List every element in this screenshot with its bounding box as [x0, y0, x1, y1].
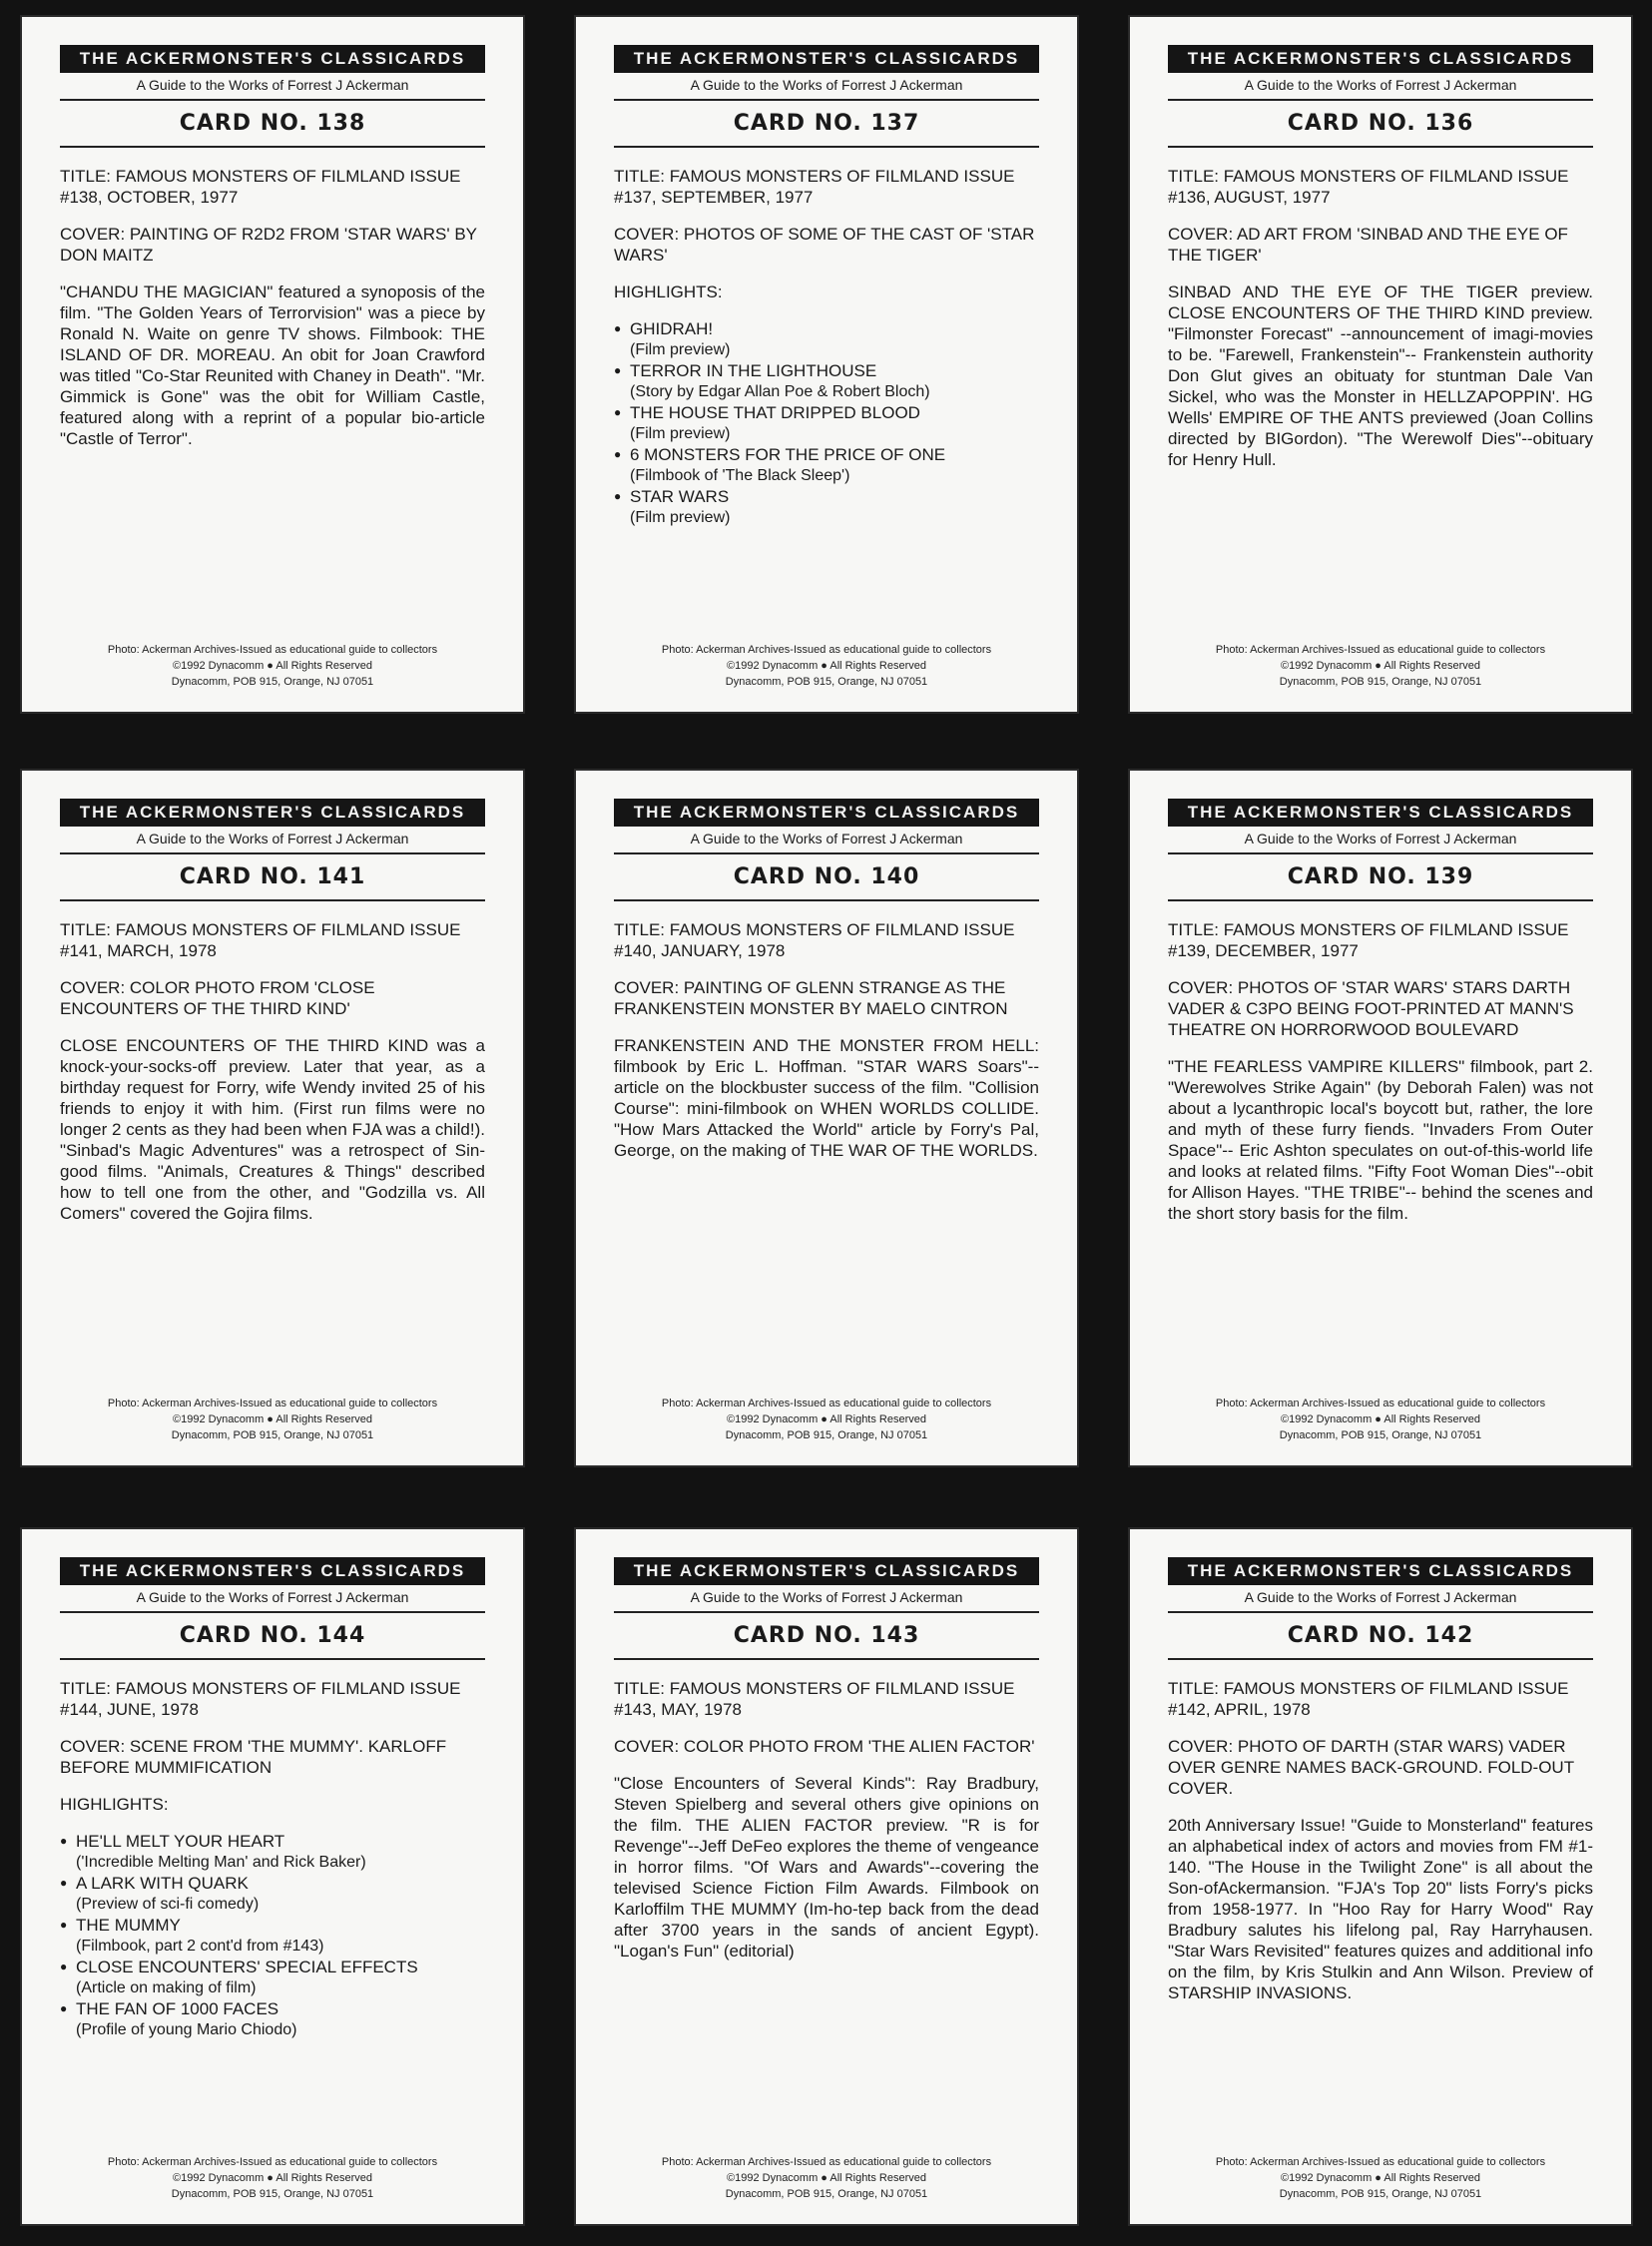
footer-photo-credit: Photo: Ackerman Archives-Issued as educational guide to collectors	[661, 2156, 992, 2168]
card-cover: COVER: PHOTOS OF SOME OF THE CAST OF 'STAR WARS'	[614, 225, 1035, 265]
highlight-item	[614, 402, 1039, 444]
footer-address: Dynacomm, POB 915, Orange, NJ 07051	[171, 2188, 374, 2200]
card-footer	[50, 2154, 495, 2202]
highlight-item	[60, 1873, 485, 1915]
footer-copyright: ©1992 Dynacomm ● All Rights Reserved	[173, 1413, 372, 1425]
footer-photo-credit: Photo: Ackerman Archives-Issued as educational guide to collectors	[661, 644, 992, 656]
series-subtitle: A Guide to the Works of Forrest J Ackerman	[136, 77, 409, 93]
footer-address: Dynacomm, POB 915, Orange, NJ 07051	[1279, 1429, 1482, 1441]
footer-address: Dynacomm, POB 915, Orange, NJ 07051	[725, 2188, 928, 2200]
footer-copyright: ©1992 Dynacomm ● All Rights Reserved	[727, 660, 926, 672]
card-description: CLOSE ENCOUNTERS OF THE THIRD KIND was a knock-your-socks-off preview. Later that year, as a birthday request for Forry, wife Wendy invited 25 of his friends to enjoy it with him. (First run films were no longer 2 cents as they had been when FJA was a child!). "Sinbad's Magic Adventures" was a retrospect of Sin-good films. "Animals, Creatures & Things" described how to tell one from the other, and "Godzilla vs. All Comers" covered the Gojira films.	[60, 1036, 485, 1223]
footer-address: Dynacomm, POB 915, Orange, NJ 07051	[1279, 2188, 1482, 2200]
divider	[60, 899, 485, 901]
series-subtitle: A Guide to the Works of Forrest J Ackerman	[690, 831, 963, 846]
card-cover: COVER: COLOR PHOTO FROM 'CLOSE ENCOUNTERS OF THE THIRD KIND'	[60, 978, 375, 1018]
footer-address: Dynacomm, POB 915, Orange, NJ 07051	[725, 676, 928, 688]
series-subtitle: A Guide to the Works of Forrest J Ackerman	[1244, 1589, 1517, 1605]
highlight-title: 6 MONSTERS FOR THE PRICE OF ONE	[630, 445, 946, 464]
series-banner: THE ACKERMONSTER'S CLASSICARDS	[60, 45, 485, 73]
highlight-note: (Film preview)	[630, 425, 731, 442]
card-number: CARD NO. 140	[733, 864, 920, 889]
card-140	[574, 769, 1079, 1467]
card-footer	[604, 1396, 1049, 1443]
footer-photo-credit: Photo: Ackerman Archives-Issued as educational guide to collectors	[1215, 1398, 1546, 1409]
card-description: "CHANDU THE MAGICIAN" featured a synoposis of the film. "The Golden Years of Terrorvision" was a piece by Ronald N. Waite on genre TV shows. Filmbook: THE ISLAND OF DR. MOREAU. An obit for Joan Crawford was titled "Co-Star Reunited with Chaney in Death". "Mr. Gimmick is Gone" was the obit for William Castle, featured along with a reprint of a popular bio-article "Castle of Terror".	[60, 282, 485, 448]
footer-copyright: ©1992 Dynacomm ● All Rights Reserved	[1281, 2172, 1480, 2184]
card-139	[1128, 769, 1633, 1467]
card-number: CARD NO. 143	[733, 1623, 920, 1648]
card-number: CARD NO. 142	[1287, 1623, 1474, 1648]
card-cover: COVER: PHOTOS OF 'STAR WARS' STARS DARTH VADER & C3PO BEING FOOT-PRINTED AT MANN'S THEATRE ON HORRORWOOD BOULEVARD	[1168, 978, 1574, 1039]
series-banner: THE ACKERMONSTER'S CLASSICARDS	[614, 1557, 1039, 1585]
card-136	[1128, 15, 1633, 714]
divider	[1168, 1658, 1593, 1660]
divider	[614, 899, 1039, 901]
card-title: TITLE: FAMOUS MONSTERS OF FILMLAND ISSUE #136, AUGUST, 1977	[1168, 167, 1569, 207]
highlight-title: CLOSE ENCOUNTERS' SPECIAL EFFECTS	[76, 1958, 418, 1976]
highlight-title: THE HOUSE THAT DRIPPED BLOOD	[630, 403, 920, 422]
card-description: 20th Anniversary Issue! "Guide to Monsterland" features an alphabetical index of actors and movies from FM #1-140. "The House in the Twilight Zone" is all about the Son-ofAckermansion. "FJA's Top 20" lists Forry's picks from 1958-1977. In "Hoo Ray for Harry Wood" Ray Bradbury salutes his lifelong pal, Ray Harryhausen. "Star Wars Revisited" features quizes and additional info on the film, by Kris Stulkin and Ann Wilson. Preview of STARSHIP INVASIONS.	[1168, 1816, 1593, 2002]
highlight-item	[614, 486, 1039, 528]
card-number: CARD NO. 138	[179, 111, 366, 136]
card-title: TITLE: FAMOUS MONSTERS OF FILMLAND ISSUE #141, MARCH, 1978	[60, 920, 461, 960]
highlight-item	[614, 360, 1039, 402]
card-number: CARD NO. 136	[1287, 111, 1474, 136]
highlight-note: (Filmbook of 'The Black Sleep')	[630, 467, 850, 484]
highlight-title: GHIDRAH!	[630, 319, 714, 338]
card-number: CARD NO. 139	[1287, 864, 1474, 889]
highlight-item	[614, 318, 1039, 360]
card-footer	[604, 2154, 1049, 2202]
series-banner: THE ACKERMONSTER'S CLASSICARDS	[614, 799, 1039, 827]
footer-photo-credit: Photo: Ackerman Archives-Issued as educational guide to collectors	[107, 644, 438, 656]
highlight-item	[60, 1831, 485, 1873]
footer-copyright: ©1992 Dynacomm ● All Rights Reserved	[173, 660, 372, 672]
footer-address: Dynacomm, POB 915, Orange, NJ 07051	[1279, 676, 1482, 688]
card-description: FRANKENSTEIN AND THE MONSTER FROM HELL: filmbook by Eric L. Hoffman. "STAR WARS Soars"-- article on the blockbuster success of the film. "Collision Course": mini-filmbook on WHEN WORLDS COLLIDE. "How Mars Attacked the World" article by Forry's Pal, George, on the making of THE WAR OF THE WORLDS.	[614, 1036, 1039, 1160]
highlight-title: A LARK WITH QUARK	[76, 1874, 249, 1893]
footer-copyright: ©1992 Dynacomm ● All Rights Reserved	[1281, 1413, 1480, 1425]
card-footer	[1158, 642, 1603, 690]
card-title: TITLE: FAMOUS MONSTERS OF FILMLAND ISSUE #138, OCTOBER, 1977	[60, 167, 461, 207]
footer-photo-credit: Photo: Ackerman Archives-Issued as educational guide to collectors	[107, 2156, 438, 2168]
highlight-item	[60, 1998, 485, 2040]
highlight-note: (Preview of sci-fi comedy)	[76, 1896, 260, 1913]
card-footer	[50, 1396, 495, 1443]
card-title: TITLE: FAMOUS MONSTERS OF FILMLAND ISSUE #144, JUNE, 1978	[60, 1679, 461, 1719]
card-cover: COVER: COLOR PHOTO FROM 'THE ALIEN FACTOR'	[614, 1737, 1035, 1756]
footer-copyright: ©1992 Dynacomm ● All Rights Reserved	[727, 2172, 926, 2184]
footer-address: Dynacomm, POB 915, Orange, NJ 07051	[725, 1429, 928, 1441]
card-footer	[604, 642, 1049, 690]
highlight-item	[614, 444, 1039, 486]
footer-address: Dynacomm, POB 915, Orange, NJ 07051	[171, 676, 374, 688]
card-footer	[1158, 2154, 1603, 2202]
card-title: TITLE: FAMOUS MONSTERS OF FILMLAND ISSUE #139, DECEMBER, 1977	[1168, 920, 1569, 960]
footer-copyright: ©1992 Dynacomm ● All Rights Reserved	[1281, 660, 1480, 672]
card-footer	[1158, 1396, 1603, 1443]
series-banner: THE ACKERMONSTER'S CLASSICARDS	[1168, 799, 1593, 827]
series-subtitle: A Guide to the Works of Forrest J Ackerman	[136, 831, 409, 846]
series-subtitle: A Guide to the Works of Forrest J Ackerman	[690, 77, 963, 93]
card-142	[1128, 1527, 1633, 2226]
highlights-label: HIGHLIGHTS:	[614, 282, 723, 301]
card-number: CARD NO. 137	[733, 111, 920, 136]
card-137	[574, 15, 1079, 714]
highlight-note: (Filmbook, part 2 cont'd from #143)	[76, 1938, 324, 1955]
divider	[614, 1658, 1039, 1660]
highlight-note: (Film preview)	[630, 341, 731, 358]
footer-photo-credit: Photo: Ackerman Archives-Issued as educational guide to collectors	[1215, 2156, 1546, 2168]
card-cover: COVER: SCENE FROM 'THE MUMMY'. KARLOFF BEFORE MUMMIFICATION	[60, 1737, 447, 1777]
highlights-list	[60, 1831, 485, 2040]
series-subtitle: A Guide to the Works of Forrest J Ackerman	[1244, 831, 1517, 846]
card-141	[20, 769, 525, 1467]
card-title: TITLE: FAMOUS MONSTERS OF FILMLAND ISSUE #142, APRIL, 1978	[1168, 1679, 1569, 1719]
footer-copyright: ©1992 Dynacomm ● All Rights Reserved	[173, 2172, 372, 2184]
highlight-note: (Profile of young Mario Chiodo)	[76, 2021, 297, 2038]
card-description: "THE FEARLESS VAMPIRE KILLERS" filmbook, part 2. "Werewolves Strike Again" (by Deborah Falen) was not about a lycanthropic local's boycott but, rather, the lore and myth of these furry fiends. "Invaders From Outer Space"-- Eric Ashton speculates on out-of-this-world life and looks at related films. "Fifty Foot Woman Dies"--obit for Allison Hayes. "THE TRIBE"-- behind the scenes and the short story basis for the film.	[1168, 1057, 1593, 1223]
card-footer	[50, 642, 495, 690]
highlight-title: TERROR IN THE LIGHTHOUSE	[630, 361, 877, 380]
card-number: CARD NO. 144	[179, 1623, 366, 1648]
divider	[1168, 146, 1593, 148]
divider	[60, 1658, 485, 1660]
card-number: CARD NO. 141	[179, 864, 366, 889]
highlight-title: THE FAN OF 1000 FACES	[76, 1999, 279, 2018]
card-description: "Close Encounters of Several Kinds": Ray Bradbury, Steven Spielberg and several others give opinions on the film. THE ALIEN FACTOR preview. "R is for Revenge"--Jeff DeFeo explores the theme of vengeance in horror films. "Of Wars and Awards"--covering the televised Science Fiction Film Awards. Filmbook on Karloffilm THE MUMMY (Im-ho-tep back from the dead after 3700 years in the sands of ancient Egypt). "Logan's Fun" (editorial)	[614, 1774, 1039, 1961]
card-138	[20, 15, 525, 714]
series-banner: THE ACKERMONSTER'S CLASSICARDS	[1168, 1557, 1593, 1585]
highlight-title: HE'LL MELT YOUR HEART	[76, 1832, 285, 1851]
card-144	[20, 1527, 525, 2226]
footer-copyright: ©1992 Dynacomm ● All Rights Reserved	[727, 1413, 926, 1425]
highlights-list	[614, 318, 1039, 528]
highlight-note: (Article on making of film)	[76, 1979, 257, 1996]
highlight-note: (Story by Edgar Allan Poe & Robert Bloch)	[630, 383, 930, 400]
footer-photo-credit: Photo: Ackerman Archives-Issued as educational guide to collectors	[107, 1398, 438, 1409]
divider	[614, 146, 1039, 148]
footer-address: Dynacomm, POB 915, Orange, NJ 07051	[171, 1429, 374, 1441]
series-subtitle: A Guide to the Works of Forrest J Ackerman	[136, 1589, 409, 1605]
card-title: TITLE: FAMOUS MONSTERS OF FILMLAND ISSUE #137, SEPTEMBER, 1977	[614, 167, 1015, 207]
series-subtitle: A Guide to the Works of Forrest J Ackerman	[690, 1589, 963, 1605]
series-subtitle: A Guide to the Works of Forrest J Ackerman	[1244, 77, 1517, 93]
card-title: TITLE: FAMOUS MONSTERS OF FILMLAND ISSUE #140, JANUARY, 1978	[614, 920, 1015, 960]
series-banner: THE ACKERMONSTER'S CLASSICARDS	[60, 799, 485, 827]
highlights-label: HIGHLIGHTS:	[60, 1795, 169, 1814]
card-cover: COVER: PAINTING OF R2D2 FROM 'STAR WARS' BY DON MAITZ	[60, 225, 477, 265]
series-banner: THE ACKERMONSTER'S CLASSICARDS	[1168, 45, 1593, 73]
highlight-note: (Film preview)	[630, 509, 731, 526]
card-cover: COVER: PHOTO OF DARTH (STAR WARS) VADER OVER GENRE NAMES BACK-GROUND. FOLD-OUT COVER.	[1168, 1737, 1574, 1798]
highlight-title: THE MUMMY	[76, 1916, 181, 1935]
series-banner: THE ACKERMONSTER'S CLASSICARDS	[614, 45, 1039, 73]
highlight-item	[60, 1915, 485, 1957]
footer-photo-credit: Photo: Ackerman Archives-Issued as educational guide to collectors	[1215, 644, 1546, 656]
card-143	[574, 1527, 1079, 2226]
highlight-title: STAR WARS	[630, 487, 730, 506]
card-title: TITLE: FAMOUS MONSTERS OF FILMLAND ISSUE #143, MAY, 1978	[614, 1679, 1015, 1719]
series-banner: THE ACKERMONSTER'S CLASSICARDS	[60, 1557, 485, 1585]
divider	[1168, 899, 1593, 901]
card-description: SINBAD AND THE EYE OF THE TIGER preview. CLOSE ENCOUNTERS OF THE THIRD KIND preview. "Filmonster Forecast" --announcement of imagi-movies to be. "Farewell, Frankenstein"-- Frankenstein authority Don Glut gives an obituaty for stuntman Dale Van Sickel, who was the Monster in HELLZAPOPPIN'. HG Wells' EMPIRE OF THE ANTS previewed (Joan Collins directed by BIGordon). "The Werewolf Dies"--obituary for Henry Hull.	[1168, 282, 1593, 469]
highlight-note: ('Incredible Melting Man' and Rick Baker)	[76, 1854, 366, 1871]
divider	[60, 146, 485, 148]
footer-photo-credit: Photo: Ackerman Archives-Issued as educational guide to collectors	[661, 1398, 992, 1409]
card-cover: COVER: PAINTING OF GLENN STRANGE AS THE FRANKENSTEIN MONSTER BY MAELO CINTRON	[614, 978, 1008, 1018]
card-cover: COVER: AD ART FROM 'SINBAD AND THE EYE OF THE TIGER'	[1168, 225, 1568, 265]
highlight-item	[60, 1957, 485, 1998]
